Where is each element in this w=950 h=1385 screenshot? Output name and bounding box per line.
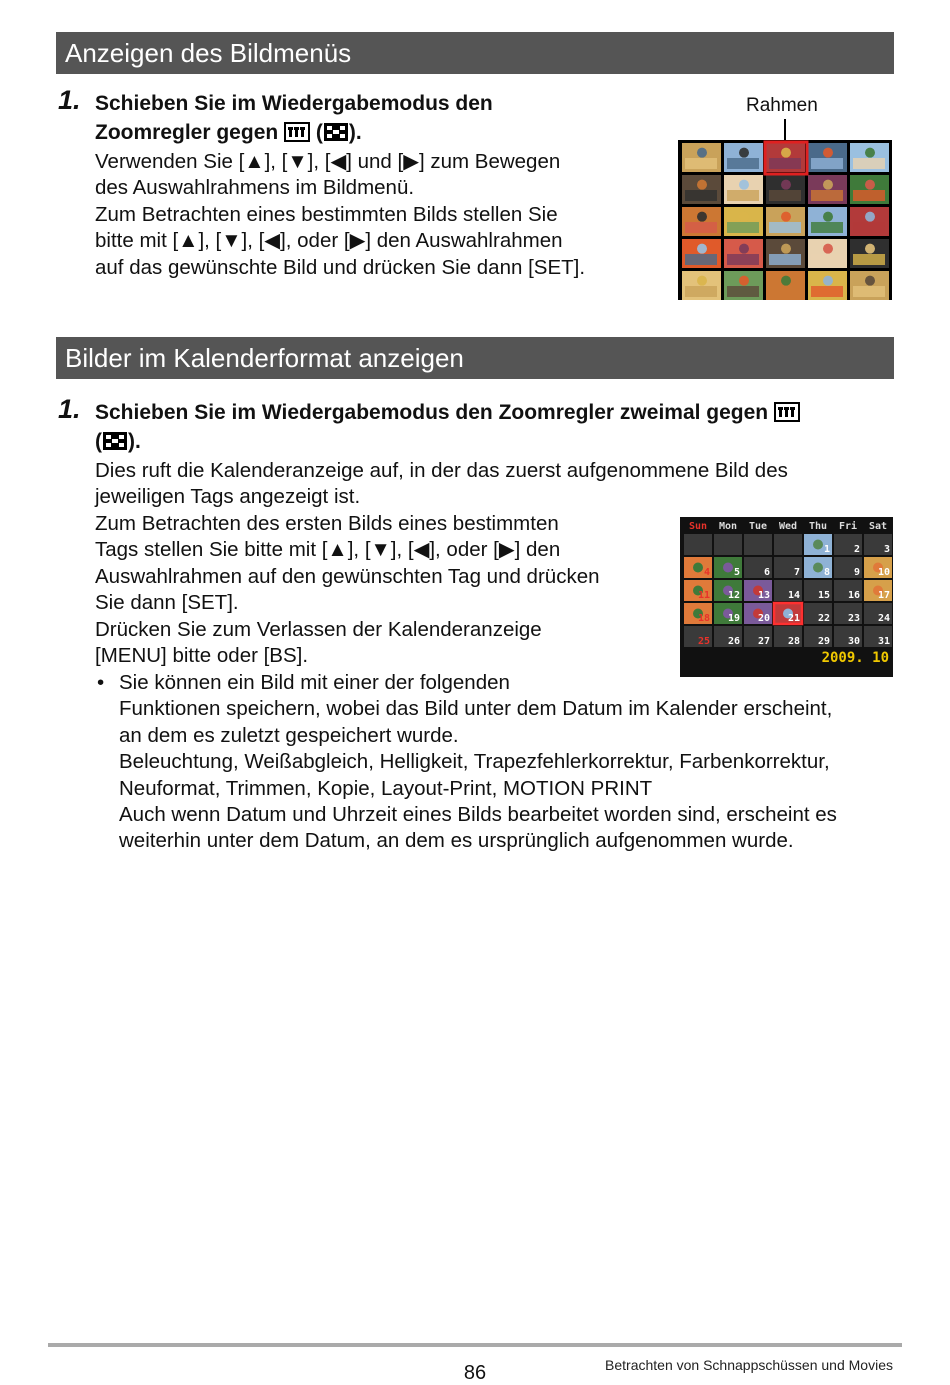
grid-view-icon [102,430,128,453]
calendar-day-number: 20 [757,613,770,624]
photo-thumbnail [682,239,721,268]
calendar-day-number: 27 [757,636,770,647]
calendar-day-cell [864,603,892,624]
calendar-day-number: 6 [763,567,770,578]
calendar-day-number: 13 [757,590,770,601]
weekday-label: Sat [868,521,888,532]
calendar-day-cell [834,557,862,578]
bullet-line: Beleuchtung, Weißabgleich, Helligkeit, Trapezfehlerkorrektur, Farbenkorrektur, [119,750,830,774]
bullet-line: weiterhin unter dem Datum, an dem es ursprünglich aufgenommen wurde. [119,829,794,853]
calendar-day-number: 18 [697,613,710,624]
calendar-day-cell [864,534,892,555]
step-number: 1. [58,394,81,424]
calendar-day-cell [744,580,772,601]
calendar-day-cell [804,626,832,647]
zoom-wide-icon [284,121,310,144]
photo-thumbnail [724,239,763,268]
calendar-day-number: 21 [787,613,800,624]
calendar-day-number: 9 [853,567,860,578]
calendar-day-number: 25 [697,636,710,647]
photo-thumbnail [850,207,889,236]
weekday-label: Fri [838,521,858,532]
page-number: 86 [463,1362,487,1384]
calendar-day-cell [864,557,892,578]
calendar-day-number: 8 [823,567,830,578]
photo-thumbnail [766,207,805,236]
body-line: Sie dann [SET]. [95,591,239,615]
photo-thumbnail [766,239,805,268]
step-heading-line1 [95,398,800,427]
calendar-day-number: 28 [787,636,800,647]
photo-thumbnail [766,175,805,204]
calendar-day-number: 12 [727,590,740,601]
calendar-day-number: 29 [817,636,830,647]
calendar-day-number: 11 [697,590,710,601]
bullet-line: Sie können ein Bild mit einer der folgenden [119,671,510,694]
calendar-day-number: 4 [703,567,710,578]
calendar-day-number: 17 [877,590,890,601]
image-caption-rahmen: Rahmen [746,95,818,116]
photo-thumbnail [724,143,763,172]
calendar-day-cell [804,580,832,601]
calendar-day-number: 22 [817,613,830,624]
step-heading-line2 [95,118,493,147]
calendar-day-number: 31 [877,636,890,647]
body-line: Tags stellen Sie bitte mit [▲], [▼], [◀], oder [▶] den [95,538,561,562]
calendar-day-cell [684,603,712,624]
calendar-day-number: 24 [877,613,890,624]
weekday-label: Mon [718,521,738,532]
step-heading-text: Zoomregler gegen [95,121,279,144]
caption-leader-line [784,119,786,141]
step-heading-line1: Schieben Sie im Wiedergabemodus den [95,92,493,115]
photo-thumbnail [850,143,889,172]
step-heading-text: Schieben Sie im Wiedergabemodus den Zoomregler zweimal gegen [95,401,769,424]
photo-thumbnail [850,239,889,268]
photo-thumbnail [808,271,847,300]
calendar-screen-image [680,517,893,677]
body-line: Verwenden Sie [▲], [▼], [◀] und [▶] zum Bewegen [95,150,561,173]
calendar-day-cell [774,626,802,647]
calendar-day-number: 7 [793,567,800,578]
body-line: bitte mit [▲], [▼], [◀], oder [▶] den Auswahlrahmen [95,229,563,253]
bullet-line: Neuformat, Trimmen, Kopie, Layout-Print, MOTION PRINT [119,776,653,800]
calendar-day-cell [834,534,862,555]
photo-thumbnail [808,143,847,172]
grid-view-icon [323,121,349,144]
photo-thumbnail [724,175,763,204]
calendar-day-cell [744,534,772,555]
photo-thumbnail [724,271,763,300]
body-line: Auswahlrahmen auf den gewünschten Tag und drücken [95,564,600,588]
body-line: auf das gewünschte Bild und drücken Sie dann [SET]. [95,255,586,279]
photo-thumbnail [682,175,721,204]
photo-thumbnail [808,239,847,268]
section-title-kalender: Bilder im Kalenderformat anzeigen [56,337,894,379]
calendar-day-cell [774,580,802,601]
paren-close: ). [128,430,141,453]
section1-body [95,149,585,281]
calendar-day-cell [744,603,772,624]
calendar-day-cell [774,603,802,624]
calendar-day-cell [744,626,772,647]
calendar-day-cell [684,534,712,555]
body-line: jeweiligen Tags angezeigt ist. [95,485,361,509]
calendar-day-cell [714,534,742,555]
photo-thumbnail [682,207,721,236]
calendar-month-label: 2009. 10 [821,650,889,666]
step-number: 1. [58,85,81,115]
bullet-dot: • [97,671,105,694]
weekday-label: Tue [748,521,768,532]
footer-chapter-title: Betrachten von Schnappschüssen und Movies [605,1357,893,1373]
calendar-day-number: 2 [853,544,860,555]
calendar-day-cell [714,603,742,624]
calendar-day-number: 23 [847,613,860,624]
step-heading [95,89,493,147]
calendar-day-cell [714,557,742,578]
section2-body-narrow [95,511,600,669]
calendar-day-cell [684,626,712,647]
step-heading [95,398,800,456]
photo-thumbnail [724,207,763,236]
zoom-wide-icon [774,401,800,424]
paren-open: ( [310,121,323,144]
photo-thumbnail [850,175,889,204]
calendar-day-cell [774,534,802,555]
body-line: Drücken Sie zum Verlassen der Kalenderanzeige [95,617,542,641]
step-heading-line2 [95,427,800,456]
photo-thumbnail [808,175,847,204]
calendar-day-cell [744,557,772,578]
calendar-day-cell [804,534,832,555]
calendar-day-cell [714,580,742,601]
body-line: Zum Betrachten des ersten Bilds eines bestimmten [95,512,559,535]
photo-thumbnail [766,271,805,300]
section2-body-full [95,458,788,511]
photo-thumbnail [682,143,721,172]
weekday-label: Wed [778,521,798,532]
section-title-bildmenue: Anzeigen des Bildmenüs [56,32,894,74]
calendar-day-cell [834,580,862,601]
calendar-day-cell [864,626,892,647]
paren-open: ( [95,430,102,453]
bullet-line: an dem es zuletzt gespeichert wurde. [119,723,459,747]
weekday-label: Thu [808,521,828,532]
calendar-day-cell [684,580,712,601]
bullet-line: Funktionen speichern, wobei das Bild unter dem Datum im Kalender erscheint, [119,697,833,721]
calendar-day-cell [684,557,712,578]
calendar-day-number: 14 [787,590,800,601]
calendar-day-number: 3 [883,544,890,555]
calendar-day-cell [834,626,862,647]
calendar-day-number: 30 [847,636,860,647]
photo-thumbnail [808,207,847,236]
body-line: [MENU] bitte oder [BS]. [95,644,309,668]
calendar-day-cell [774,557,802,578]
weekday-label: Sun [688,521,708,532]
calendar-day-number: 1 [823,544,830,555]
body-line: des Auswahlrahmens im Bildmenü. [95,176,415,200]
body-line: Zum Betrachten eines bestimmten Bilds stellen Sie [95,202,558,226]
calendar-day-number: 5 [733,567,740,578]
bullet-note [97,670,837,855]
body-line: Dies ruft die Kalenderanzeige auf, in der das zuerst aufgenommene Bild des [95,459,788,482]
calendar-day-number: 26 [727,636,740,647]
thumbnail-grid-image [678,140,892,300]
calendar-day-cell [804,603,832,624]
paren-close: ). [348,121,362,144]
calendar-day-cell [714,626,742,647]
photo-thumbnail [850,271,889,300]
calendar-day-cell [864,580,892,601]
calendar-day-number: 16 [847,590,860,601]
calendar-day-number: 15 [817,590,830,601]
bullet-line: Auch wenn Datum und Uhrzeit eines Bilds bearbeitet worden sind, erscheint es [119,803,837,827]
footer-rule [48,1343,902,1347]
photo-thumbnail [682,271,721,300]
calendar-day-number: 19 [727,613,740,624]
calendar-day-number: 10 [877,567,890,578]
calendar-day-cell [834,603,862,624]
photo-thumbnail [766,143,805,172]
calendar-day-cell [804,557,832,578]
